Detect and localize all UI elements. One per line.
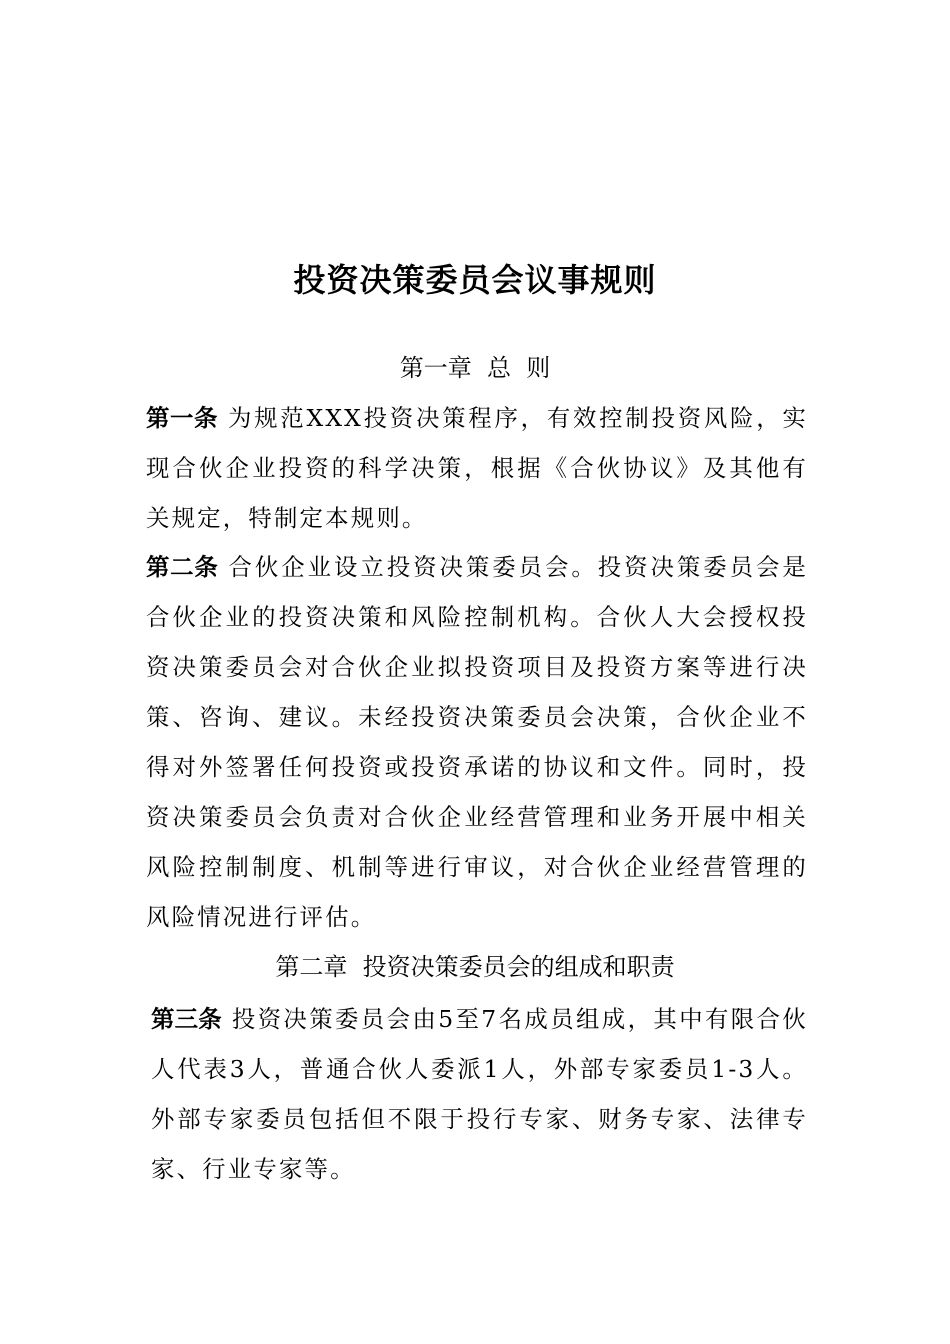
article-1-label: 第一条: [146, 404, 218, 432]
article-2-label: 第二条: [146, 553, 219, 581]
document-title: 投资决策委员会议事规则: [293, 261, 657, 299]
article-1-text: 为规范XXX投资决策程序，有效控制投资风险，实现合伙企业投资的科学决策，根据《合伙协议》及其他有关规定，特制定本规则。: [146, 404, 809, 532]
article-2-text: 合伙企业设立投资决策委员会。投资决策委员会是合伙企业的投资决策和风险控制机构。合伙人大会授权投资决策委员会对合伙企业拟投资项目及投资方案等进行决策、咨询、建议。未经投资决策委员会决策，合伙企业不得对外签署任何投资或投资承诺的协议和文件。同时，投资决策委员会负责对合伙企业经营管理和业务开展中相关风险控制制度、机制等进行审议，对合伙企业经营管理的风险情况进行评估。: [146, 553, 808, 931]
chapter-1-heading: 第一章 总 则: [399, 354, 551, 382]
article-1: [146, 393, 808, 543]
chapter-2-heading: 第二章 投资决策委员会的组成和职责: [275, 953, 675, 981]
article-3: [151, 994, 808, 1194]
article-2: [146, 542, 808, 942]
article-3-text: 投资决策委员会由5至7名成员组成，其中有限合伙人代表3人，普通合伙人委派1人，外部专家委员1-3人。外部专家委员包括但不限于投行专家、财务专家、法律专家、行业专家等。: [151, 1005, 808, 1183]
article-3-label: 第三条: [151, 1005, 222, 1033]
